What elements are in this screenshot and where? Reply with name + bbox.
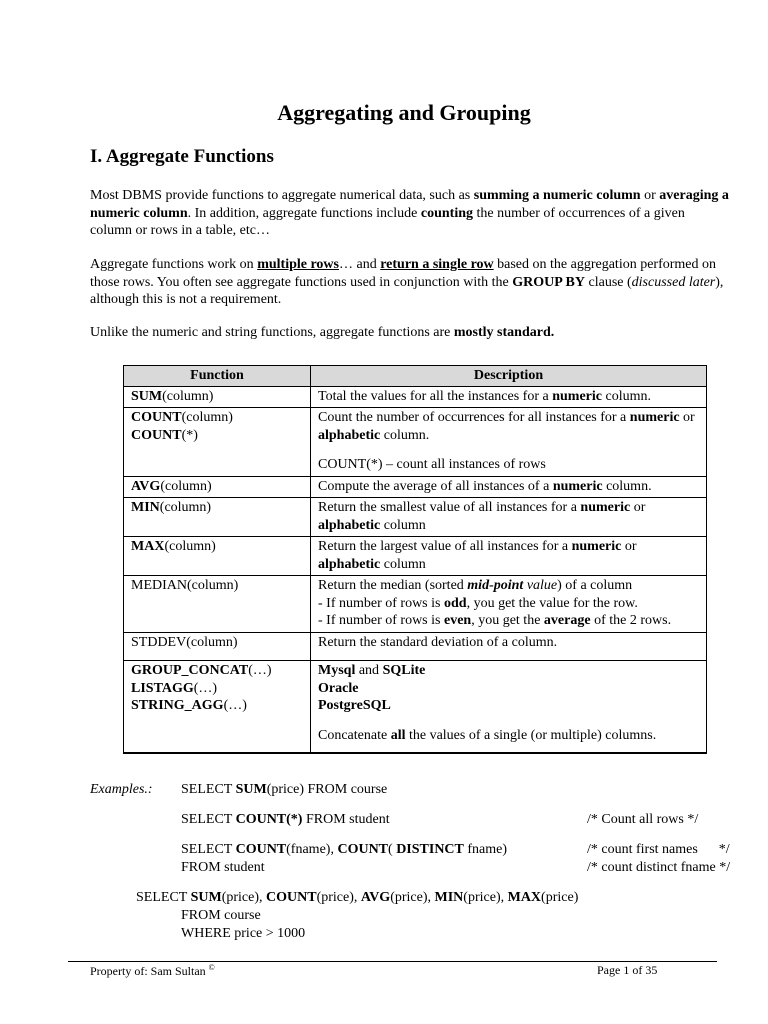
table-row bbox=[124, 632, 707, 661]
description-cell: Return the standard deviation of a column. bbox=[311, 632, 707, 661]
table-row bbox=[124, 386, 707, 408]
description-cell: Total the values for all the instances for a numeric column. bbox=[311, 386, 707, 408]
function-cell: AVG(column) bbox=[124, 476, 311, 498]
page-title: Aggregating and Grouping bbox=[277, 100, 531, 125]
footer-page-number: Page 1 of 35 bbox=[597, 963, 658, 977]
description-cell: Return the smallest value of all instances for a numeric or alphabetic column bbox=[311, 498, 707, 537]
function-cell: COUNT(column) COUNT(*) bbox=[124, 408, 311, 477]
footer-property: Property of: Sam Sultan © bbox=[90, 963, 215, 978]
example-count-distinct-comment: /* count first names */ /* count distinct fname */ bbox=[587, 842, 731, 875]
function-cell: SUM(column) bbox=[124, 386, 311, 408]
table-row bbox=[124, 537, 707, 576]
table-row bbox=[124, 498, 707, 537]
description-cell: Mysql and SQLite Oracle PostgreSQL Concatenate all the values of a single (or multiple) columns. bbox=[311, 661, 707, 754]
table-row bbox=[124, 661, 707, 754]
examples-label: Examples.: bbox=[90, 782, 153, 797]
description-cell: Count the number of occurrences for all instances for a numeric or alphabetic column. COUNT(*) – count all instances of rows bbox=[311, 408, 707, 477]
header-function: Function bbox=[124, 366, 311, 387]
aggregate-paragraph: Aggregate functions work on multiple rows… and return a single row based on the aggregation performed on those rows. You often see aggregate functions used in conjunction with the GROUP BY clause (discussed later), although this is not a requirement. bbox=[90, 257, 724, 307]
function-cell: STDDEV(column) bbox=[124, 632, 311, 661]
function-cell: GROUP_CONCAT(…) LISTAGG(…) STRING_AGG(…) bbox=[124, 661, 311, 754]
footer-divider bbox=[68, 961, 717, 962]
aggregate-functions-table bbox=[123, 365, 707, 754]
description-cell: Return the largest value of all instances for a numeric or alphabetic column bbox=[311, 537, 707, 576]
example-count-all: SELECT COUNT(*) FROM student bbox=[181, 812, 390, 827]
example-multi-aggregate-from: FROM course WHERE price > 1000 bbox=[181, 908, 306, 941]
example-count-distinct: SELECT COUNT(fname), COUNT( DISTINCT fname) FROM student bbox=[181, 842, 508, 875]
table-row bbox=[124, 576, 707, 633]
example-multi-aggregate: SELECT SUM(price), COUNT(price), AVG(price), MIN(price), MAX(price) bbox=[136, 890, 579, 905]
table-row bbox=[124, 476, 707, 498]
example-sum: SELECT SUM(price) FROM course bbox=[181, 782, 388, 797]
function-cell: MAX(column) bbox=[124, 537, 311, 576]
function-cell: MEDIAN(column) bbox=[124, 576, 311, 633]
section-heading: I. Aggregate Functions bbox=[90, 146, 274, 167]
example-count-all-comment: /* Count all rows */ bbox=[587, 812, 699, 827]
header-description: Description bbox=[311, 366, 707, 387]
table-header-row bbox=[124, 366, 707, 387]
function-cell: MIN(column) bbox=[124, 498, 311, 537]
description-cell: Compute the average of all instances of a numeric column. bbox=[311, 476, 707, 498]
intro-paragraph: Most DBMS provide functions to aggregate numerical data, such as summing a numeric column or averaging a numeric column. In addition, aggregate functions include counting the number of occurrences of a given column or rows in a table, etc… bbox=[90, 188, 729, 238]
standard-paragraph: Unlike the numeric and string functions, aggregate functions are mostly standard. bbox=[90, 325, 555, 340]
table-row bbox=[124, 408, 707, 477]
description-cell: Return the median (sorted mid-point value) of a column - If number of rows is odd, you get the value for the row. - If number of rows is even, you get the average of the 2 rows. bbox=[311, 576, 707, 633]
